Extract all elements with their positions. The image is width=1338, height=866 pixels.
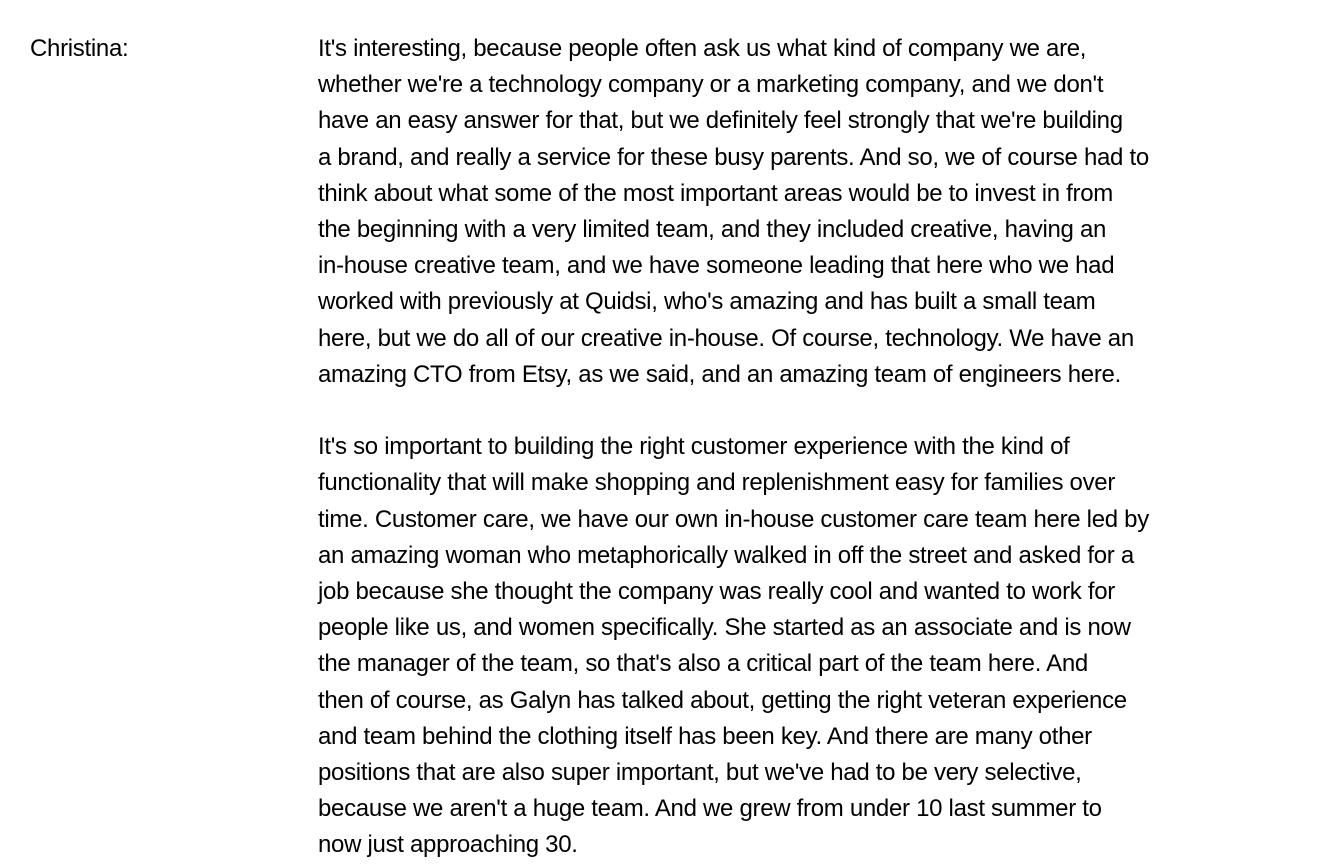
text-line: functionality that will make shopping and replenishment easy for families over (318, 469, 1116, 497)
text-line: and team behind the clothing itself has been key. And there are many other (318, 722, 1092, 750)
text-line: think about what some of the most important areas would be to invest in from (318, 179, 1113, 207)
text-line: whether we're a technology company or a marketing company, and we don't (318, 71, 1104, 99)
text-line: It's so important to building the right customer experience with the kind of (318, 433, 1070, 461)
text-line: the beginning with a very limited team, and they included creative, having an (318, 216, 1107, 244)
text-line: then of course, as Galyn has talked about, getting the right veteran experience (318, 686, 1127, 714)
text-line: here, but we do all of our creative in-house. Of course, technology. We have an (318, 324, 1134, 352)
text-line: a brand, and really a service for these busy parents. And so, we of course had to (318, 143, 1149, 171)
text-line: because we aren't a huge team. And we grew from under 10 last summer to (318, 795, 1102, 823)
text-line: in-house creative team, and we have someone leading that here who we had (318, 252, 1115, 280)
text-line: an amazing woman who metaphorically walked in off the street and asked for a (318, 541, 1134, 569)
paragraph-2 (318, 429, 1318, 863)
text-line: time. Customer care, we have our own in-house customer care team here led by (318, 505, 1149, 533)
text-line: people like us, and women specifically. She started as an associate and is now (318, 614, 1131, 642)
speaker-text (318, 31, 1318, 864)
text-line: job because she thought the company was really cool and wanted to work for (318, 578, 1115, 606)
text-line: amazing CTO from Etsy, as we said, and an amazing team of engineers here. (318, 360, 1121, 388)
text-line: the manager of the team, so that's also a critical part of the team here. And (318, 650, 1088, 678)
text-line: have an easy answer for that, but we definitely feel strongly that we're building (318, 107, 1123, 135)
text-line: now just approaching 30. (318, 831, 578, 859)
paragraph-1 (318, 31, 1318, 393)
text-line: worked with previously at Quidsi, who's amazing and has built a small team (318, 288, 1096, 316)
speaker-label: Christina: (30, 35, 129, 62)
text-line: It's interesting, because people often ask us what kind of company we are, (318, 35, 1087, 62)
text-line: positions that are also super important, but we've had to be very selective, (318, 759, 1082, 787)
